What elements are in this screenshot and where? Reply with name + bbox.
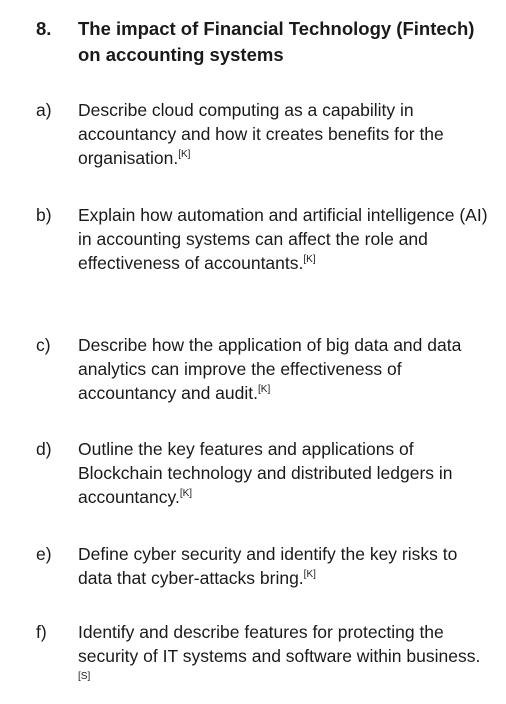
item-body: Outline the key features and applications of Blockchain technology and distributed ledgers in accountancy. <box>78 439 453 507</box>
item-text <box>78 98 488 170</box>
item-body: Describe cloud computing as a capability in accountancy and how it creates benefits for the organisation. <box>78 100 444 168</box>
item-letter: f) <box>36 622 47 642</box>
item-body: Explain how automation and artificial intelligence (AI) in accounting systems can affect the role and effectiveness of accountants. <box>78 205 488 273</box>
item-letter: d) <box>36 439 52 459</box>
section-number: 8. <box>36 18 52 39</box>
item-text <box>78 542 488 590</box>
item-text <box>78 333 488 405</box>
section-title: The impact of Financial Technology (Fintech) on accounting systems <box>78 18 475 65</box>
item-tag: [S] <box>78 671 91 683</box>
item-letter: b) <box>36 205 52 225</box>
item-text <box>78 437 488 509</box>
item-text <box>78 203 488 275</box>
item-body: Identify and describe features for protecting the security of IT systems and software within business. <box>78 622 481 666</box>
item-tag: [K] <box>303 254 316 266</box>
item-letter: e) <box>36 544 52 564</box>
item-letter: c) <box>36 335 51 355</box>
item-letter: a) <box>36 100 52 120</box>
item-tag: [K] <box>258 384 271 396</box>
item-body: Describe how the application of big data and data analytics can improve the effectiveness of accountancy and audit. <box>78 335 462 403</box>
item-tag: [K] <box>179 488 193 500</box>
item-tag: [K] <box>178 149 191 161</box>
item-text <box>78 620 488 692</box>
item-tag: [K] <box>303 569 316 581</box>
item-body: Define cyber security and identify the key risks to data that cyber-attacks bring. <box>78 544 458 588</box>
